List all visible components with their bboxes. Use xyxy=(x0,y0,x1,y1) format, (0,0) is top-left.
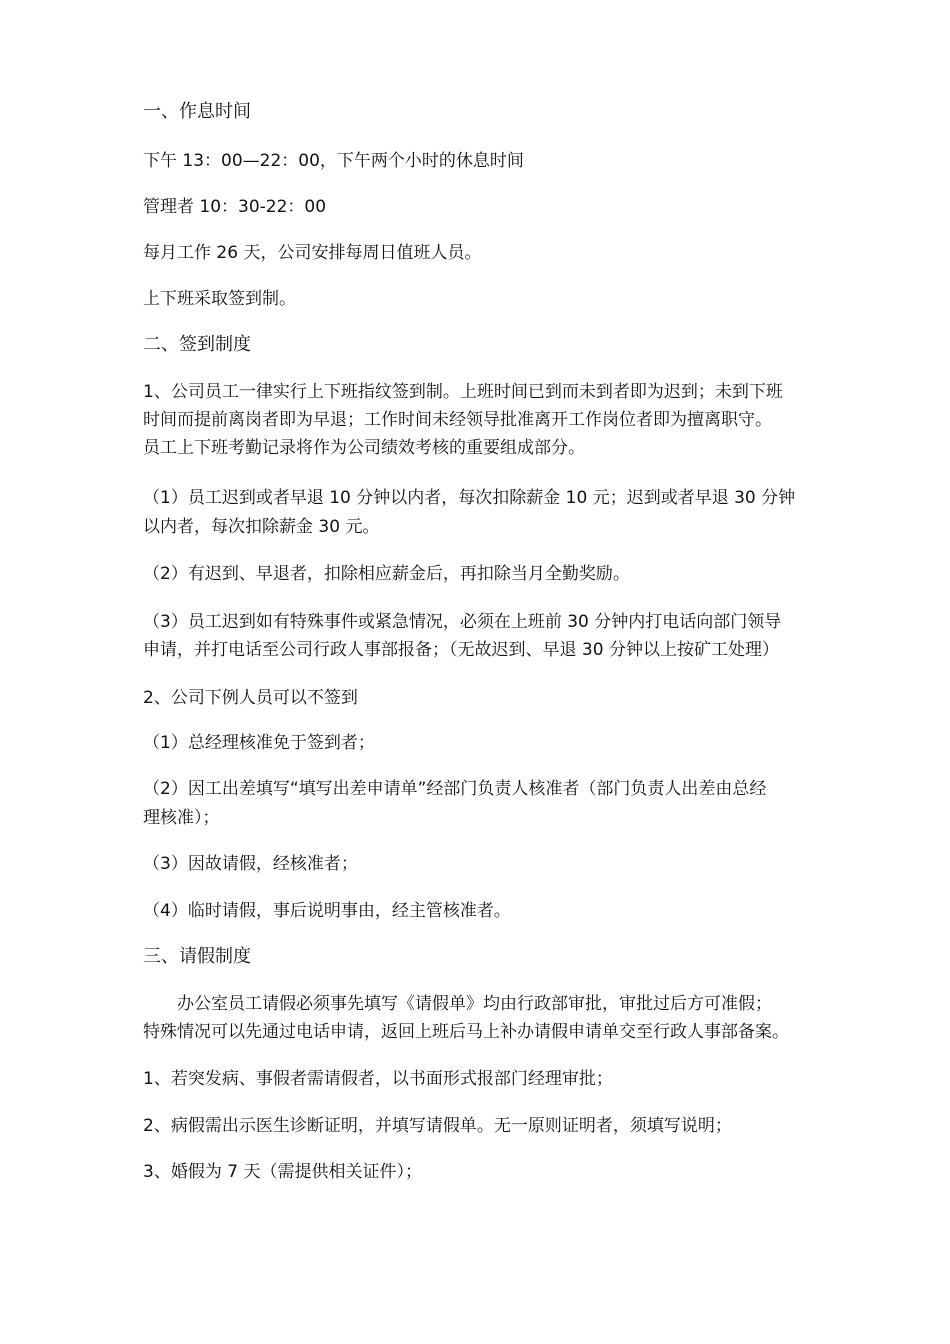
text-line: 理核准）； xyxy=(143,808,220,828)
text-line: 2、公司下例人员可以不签到 xyxy=(143,688,358,708)
section-heading-work-hours: 一、作息时间 xyxy=(143,101,251,122)
text-line: （1）员工迟到或者早退 10 分钟以内者，每次扣除薪金 10 元；迟到或者早退 30 分钟 xyxy=(143,488,796,508)
text-line: 办公室员工请假必须事先填写《请假单》均由行政部审批，审批过后方可准假； xyxy=(177,994,772,1014)
text-line: 申请，并打电话至公司行政人事部报备；（无故迟到、早退 30 分钟以上按矿工处理） xyxy=(143,640,779,660)
text-line: 特殊情况可以先通过电话申请，返回上班后马上补办请假申请单交至行政人事部备案。 xyxy=(143,1022,789,1042)
text-line: 以内者，每次扣除薪金 30 元。 xyxy=(143,517,380,537)
text-line: （2）因工出差填写“填写出差申请单”经部门负责人核准者（部门负责人出差由总经 xyxy=(143,779,767,799)
text-line: 2、病假需出示医生诊断证明，并填写请假单。无一原则证明者，须填写说明； xyxy=(143,1116,732,1136)
text-line: （3）因故请假，经核准者； xyxy=(143,854,358,874)
text-line: 1、若突发病、事假者需请假者，以书面形式报部门经理审批； xyxy=(143,1069,613,1089)
text-line: 每月工作 26 天，公司安排每周日值班人员。 xyxy=(143,243,482,263)
text-line: （1）总经理核准免于签到者； xyxy=(143,733,375,753)
text-line: 上下班采取签到制。 xyxy=(143,289,296,309)
section-heading-sign-in: 二、签到制度 xyxy=(143,334,251,355)
text-line: 3、婚假为 7 天（需提供相关证件）； xyxy=(143,1162,422,1182)
text-line: 管理者 10：30-22：00 xyxy=(143,197,327,217)
text-line: 员工上下班考勤记录将作为公司绩效考核的重要组成部分。 xyxy=(143,438,585,458)
text-line: （2）有迟到、早退者，扣除相应薪金后，再扣除当月全勤奖励。 xyxy=(143,564,630,584)
text-line: 下午 13：00—22：00，下午两个小时的休息时间 xyxy=(143,151,524,171)
text-line: 1、公司员工一律实行上下班指纹签到制。上班时间已到而未到者即为迟到；未到下班 xyxy=(143,382,783,402)
text-line: （4）临时请假，事后说明事由，经主管核准者。 xyxy=(143,901,511,921)
section-heading-leave: 三、请假制度 xyxy=(143,946,251,967)
text-line: （3）员工迟到如有特殊事件或紧急情况，必须在上班前 30 分钟内打电话向部门领导 xyxy=(143,612,782,632)
text-line: 时间而提前离岗者即为早退；工作时间未经领导批准离开工作岗位者即为擅离职守。 xyxy=(143,410,772,430)
